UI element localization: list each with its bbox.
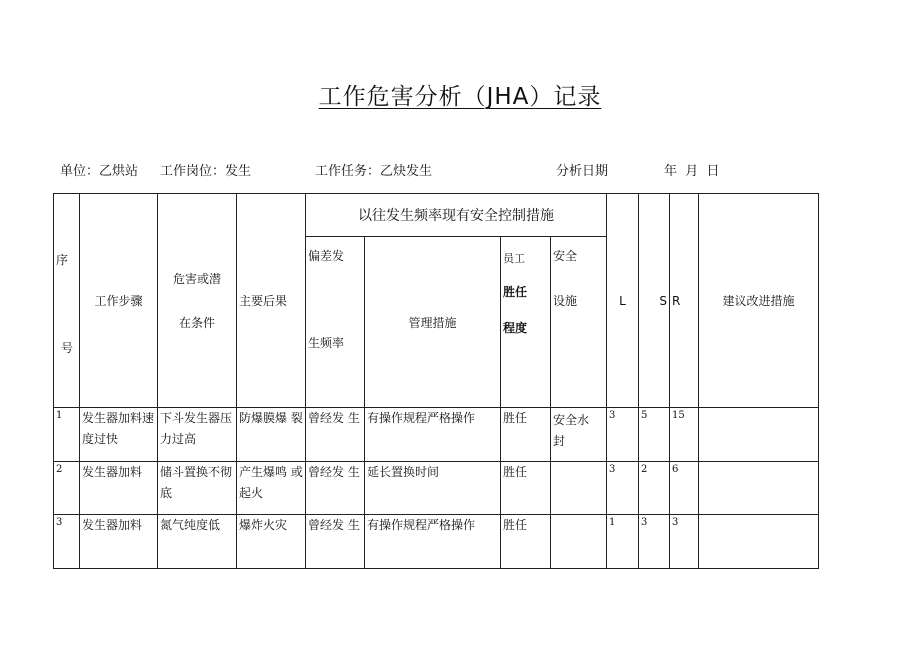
header-staff — [501, 237, 551, 408]
header-r-label: R — [672, 293, 681, 308]
row-deviation: 曾经发 生 — [306, 515, 365, 569]
header-hazard-line1: 危害或潜 — [172, 271, 221, 286]
row-r: 3 — [670, 515, 699, 569]
row-deviation: 曾经发 生 — [306, 408, 365, 462]
row-measures: 有操作规程严格操作 — [365, 515, 501, 569]
header-hazard — [158, 194, 237, 408]
row-l: 1 — [607, 515, 639, 569]
document-title — [0, 78, 920, 111]
meta-date-fields: 年 月 日 — [664, 164, 720, 179]
header-suggestion-label: 建议改进措施 — [722, 294, 795, 308]
row-consequence: 产生爆鸣 或起火 — [237, 462, 306, 515]
row-staff: 胜任 — [501, 515, 551, 569]
header-facility — [551, 237, 607, 408]
table-row — [54, 462, 819, 515]
header-facility-line2: 设施 — [553, 294, 578, 308]
document-title-text: 工作危害分析（JHA）记录 — [318, 84, 602, 110]
row-step: 发生器加料 — [80, 515, 158, 569]
row-l: 3 — [607, 462, 639, 515]
row-deviation: 曾经发 生 — [306, 462, 365, 515]
table-row — [54, 408, 819, 462]
header-consequence-label: 主要后果 — [239, 294, 288, 308]
row-consequence: 防爆膜爆 裂 — [237, 408, 306, 462]
header-suggestion — [699, 194, 819, 408]
row-hazard: 氮气纯度低 — [158, 515, 237, 569]
header-deviation-line2: 生频率 — [308, 336, 345, 350]
row-r: 15 — [670, 408, 699, 462]
row-measures: 延长置换时间 — [365, 462, 501, 515]
header-l-label: L — [619, 293, 626, 308]
header-step — [80, 194, 158, 408]
header-staff-line2: 胜任 — [503, 285, 528, 299]
header-consequence — [237, 194, 306, 408]
header-seq-top: 序 — [56, 253, 69, 267]
header-s-label: S — [659, 293, 667, 308]
row-suggestion — [699, 408, 819, 462]
row-facility — [551, 462, 607, 515]
meta-task: 工作任务：乙炔发生 — [315, 164, 433, 179]
header-control-group-label: 以往发生频率现有安全控制措施 — [358, 208, 554, 224]
header-facility-line1: 安全 — [553, 249, 578, 263]
header-row-1 — [54, 194, 819, 237]
header-deviation-line1: 偏差发 — [308, 249, 345, 263]
header-l — [607, 194, 639, 408]
row-suggestion — [699, 515, 819, 569]
header-measures — [365, 237, 501, 408]
row-staff: 胜任 — [501, 408, 551, 462]
header-seq-bottom: 号 — [61, 341, 74, 355]
row-facility: 安全水 封 — [551, 408, 607, 462]
meta-date-label: 分析日期 — [556, 164, 609, 179]
header-staff-line1: 员工 — [503, 252, 525, 265]
row-step: 发生器加料 — [80, 462, 158, 515]
header-hazard-line2: 在条件 — [178, 315, 215, 330]
header-s — [639, 194, 670, 408]
meta-unit: 单位：乙烘站 — [60, 164, 139, 179]
row-staff: 胜任 — [501, 462, 551, 515]
row-s: 3 — [639, 515, 670, 569]
header-seq — [54, 194, 80, 408]
header-staff-line3: 程度 — [503, 321, 528, 335]
header-step-label: 工作步骤 — [94, 294, 143, 308]
header-deviation — [306, 237, 365, 408]
header-measures-label: 管理措施 — [408, 315, 457, 330]
row-hazard: 下斗发生器压力过高 — [158, 408, 237, 462]
row-facility — [551, 515, 607, 569]
row-l: 3 — [607, 408, 639, 462]
row-step: 发生器加料速度过快 — [80, 408, 158, 462]
row-seq: 1 — [54, 408, 80, 462]
meta-post: 工作岗位：发生 — [160, 164, 252, 179]
row-consequence: 爆炸火灾 — [237, 515, 306, 569]
row-hazard: 储斗置换不彻底 — [158, 462, 237, 515]
row-s: 2 — [639, 462, 670, 515]
row-suggestion — [699, 462, 819, 515]
row-seq: 2 — [54, 462, 80, 515]
header-control-group — [306, 194, 607, 237]
row-r: 6 — [670, 462, 699, 515]
row-s: 5 — [639, 408, 670, 462]
table-row — [54, 515, 819, 569]
jha-table — [53, 193, 819, 569]
row-seq: 3 — [54, 515, 80, 569]
header-r — [670, 194, 699, 408]
row-measures: 有操作规程严格操作 — [365, 408, 501, 462]
